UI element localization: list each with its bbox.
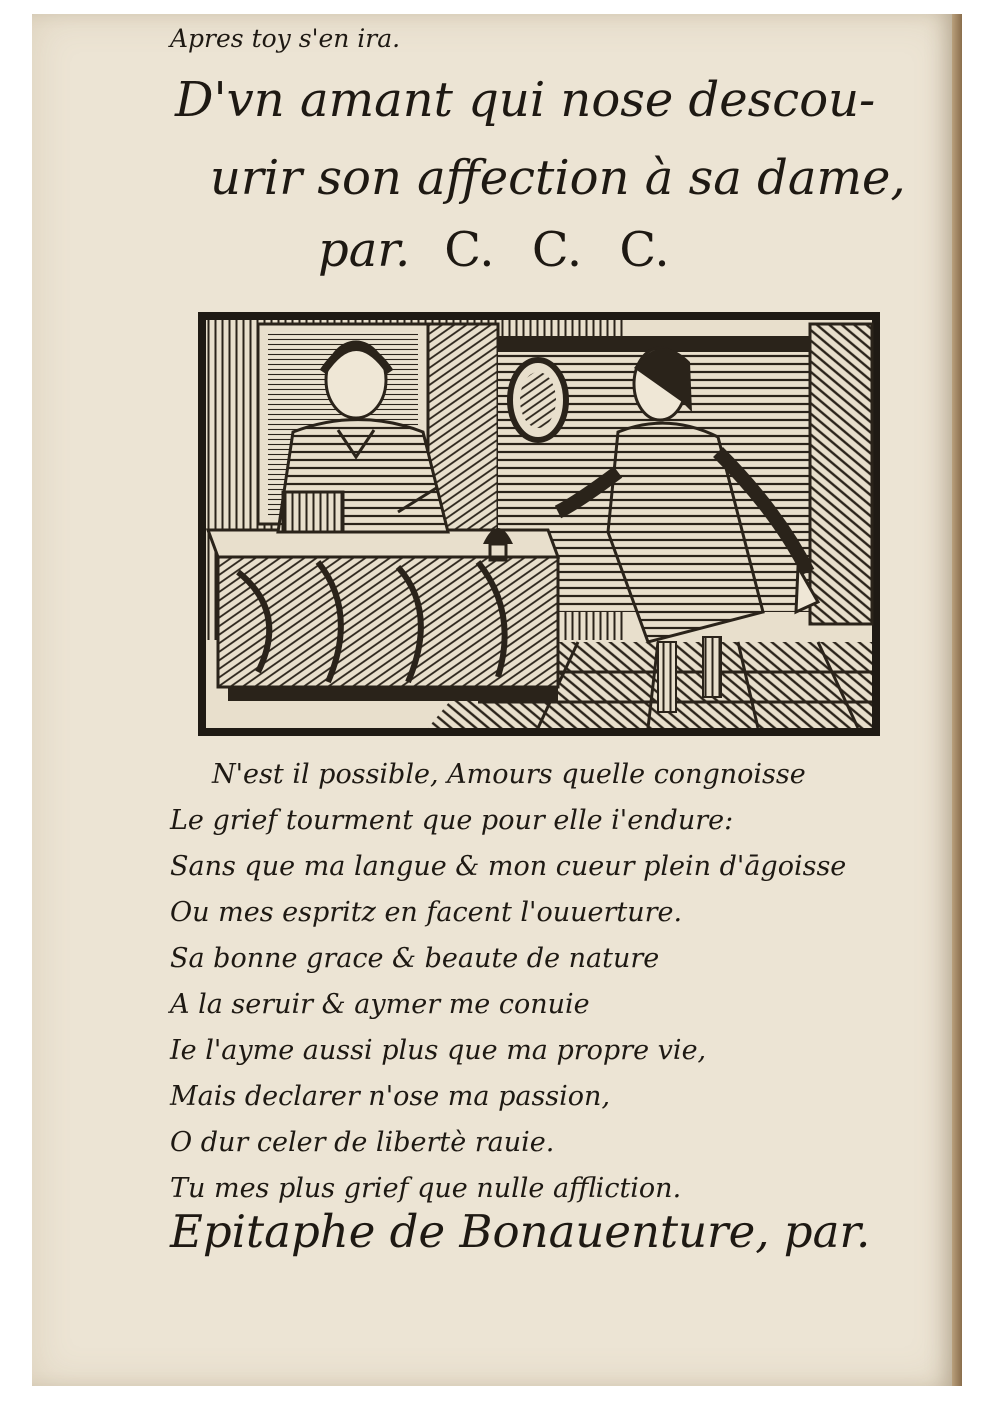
poem-stanza [170, 752, 846, 1212]
verse-line: Ou mes espritz en facent l'ouuerture. [170, 897, 683, 928]
page-margin [962, 14, 992, 1386]
book-spine [952, 14, 962, 1386]
verse-line: Sans que ma langue & mon cueur plein d'āgoisse [170, 851, 847, 882]
verse-line: N'est il possible, Amours quelle congnoisse [212, 759, 806, 790]
title-line-1: D'vn amant qui nose descou- [175, 72, 876, 128]
author-initials: C. C. C. [444, 222, 670, 278]
verse-line: Sa bonne grace & beaute de nature [170, 943, 660, 974]
verse-line: A la seruir & aymer me conuie [170, 989, 590, 1020]
title-line-3 [318, 222, 670, 278]
verse-line: Mais declarer n'ose ma passion, [170, 1081, 611, 1112]
verse-line: Le grief tourment que pour elle i'endure: [170, 805, 734, 836]
woodcut-illustration-icon [198, 312, 880, 736]
running-head: Apres toy s'en ira. [170, 24, 401, 53]
verse-line: Ie l'ayme aussi plus que ma propre vie, [170, 1035, 707, 1066]
title-par: par. [318, 222, 411, 278]
verse-line: Tu mes plus grief que nulle affliction. [170, 1173, 682, 1204]
next-poem-title: Epitaphe de Bonauenture, par. [170, 1205, 871, 1258]
title-line-2: urir son affection à sa dame, [210, 150, 906, 206]
verse-line: O dur celer de libertè rauie. [170, 1127, 555, 1158]
